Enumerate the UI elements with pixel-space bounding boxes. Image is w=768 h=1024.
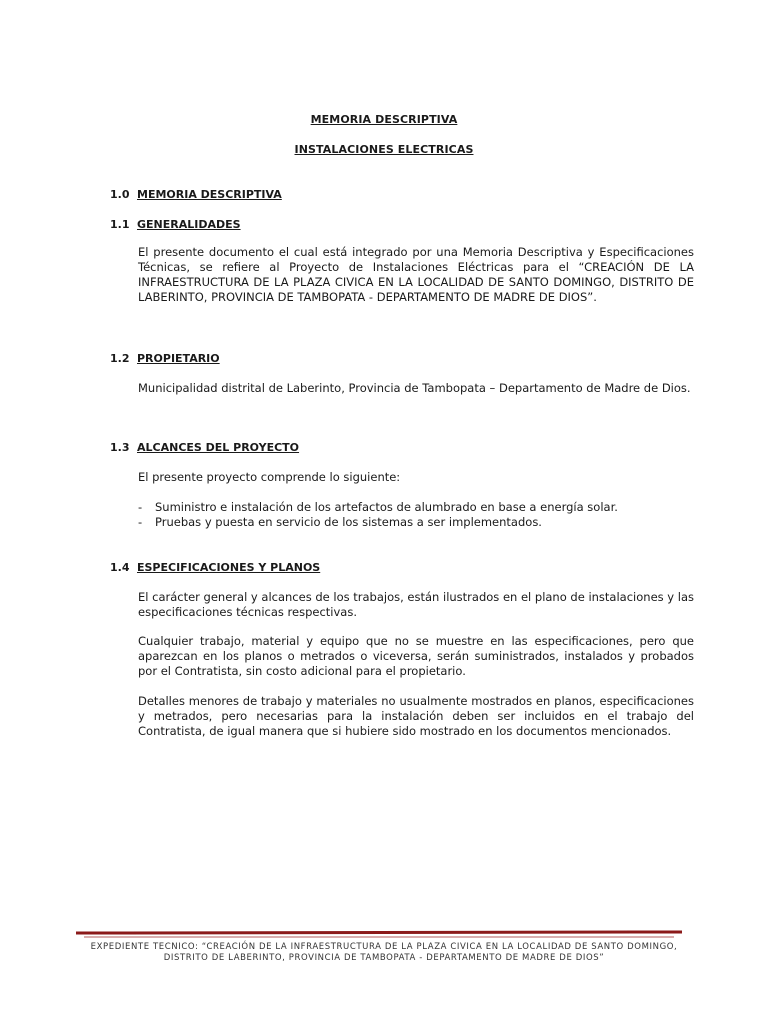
document-title: MEMORIA DESCRIPTIVA: [310, 113, 458, 126]
alcances-intro: El presente proyecto comprende lo siguiente:: [138, 470, 401, 484]
section-heading-1-0: [110, 188, 282, 201]
document-subtitle: INSTALACIONES ELECTRICAS: [294, 143, 474, 156]
propietario-paragraph: Municipalidad distrital de Laberinto, Provincia de Tambopata – Departamento de Madre de Dios.: [138, 381, 691, 395]
section-label: ESPECIFICACIONES Y PLANOS: [137, 561, 321, 574]
section-label: MEMORIA DESCRIPTIVA: [137, 188, 282, 201]
section-number: 1.1: [110, 218, 130, 231]
list-item: - Pruebas y puesta en servicio de los sistemas a ser implementados.: [138, 515, 542, 529]
list-item: - Suministro e instalación de los artefactos de alumbrado en base a energía solar.: [138, 500, 618, 514]
section-number: 1.3: [110, 441, 130, 454]
section-heading-1-1: [110, 218, 241, 231]
section-number: 1.4: [110, 561, 130, 574]
section-heading-1-3: [110, 441, 299, 454]
generalidades-paragraph: El presente documento el cual está integrado por una Memoria Descriptiva y Especificaciones Técnicas, se refiere al Proyecto de Instalaciones Eléctricas para el “CREACIÓN DE LA INFRAESTRUCTURA DE LA PLAZA CIVICA EN LA LOCALIDAD DE SANTO DOMINGO, DISTRITO DE LABERINTO, PROVINCIA DE TAMBOPATA - DEPARTAMENTO DE MADRE DE DIOS”.: [138, 245, 694, 304]
section-heading-1-4: [110, 561, 320, 574]
section-heading-1-2: [110, 352, 220, 365]
especificaciones-paragraph-3: Detalles menores de trabajo y materiales no usualmente mostrados en planos, especificaciones y metrados, pero necesarias para la instalación deben ser incluidos en el trabajo del Contratista, de igual manera que si hubiere sido mostrado en los documentos mencionados.: [138, 694, 694, 738]
especificaciones-paragraph-2: Cualquier trabajo, material y equipo que no se muestre en las especificaciones, pero que aparezcan en los planos o metrados o viceversa, serán suministrados, instalados y probados por el Contratista, sin costo adicional para el propietario.: [138, 634, 694, 678]
footer-text: EXPEDIENTE TECNICO: “CREACIÓN DE LA INFRAESTRUCTURA DE LA PLAZA CIVICA EN LA LOCALIDAD DE SANTO DOMINGO, DISTRITO DE LABERINTO, PROVINCIA DE TAMBOPATA - DEPARTAMENTO DE MADRE DE DIOS”: [90, 942, 678, 963]
footer-rule-shadow: [84, 936, 674, 938]
section-number: 1.2: [110, 352, 130, 365]
alcances-list: [138, 500, 694, 530]
section-label: PROPIETARIO: [137, 352, 220, 365]
footer-rule: [76, 930, 682, 934]
section-label: GENERALIDADES: [137, 218, 241, 231]
section-number: 1.0: [110, 188, 130, 201]
especificaciones-paragraph-1: El carácter general y alcances de los trabajos, están ilustrados en el plano de instalaciones y las especificaciones técnicas respectivas.: [138, 590, 694, 619]
section-label: ALCANCES DEL PROYECTO: [137, 441, 300, 454]
